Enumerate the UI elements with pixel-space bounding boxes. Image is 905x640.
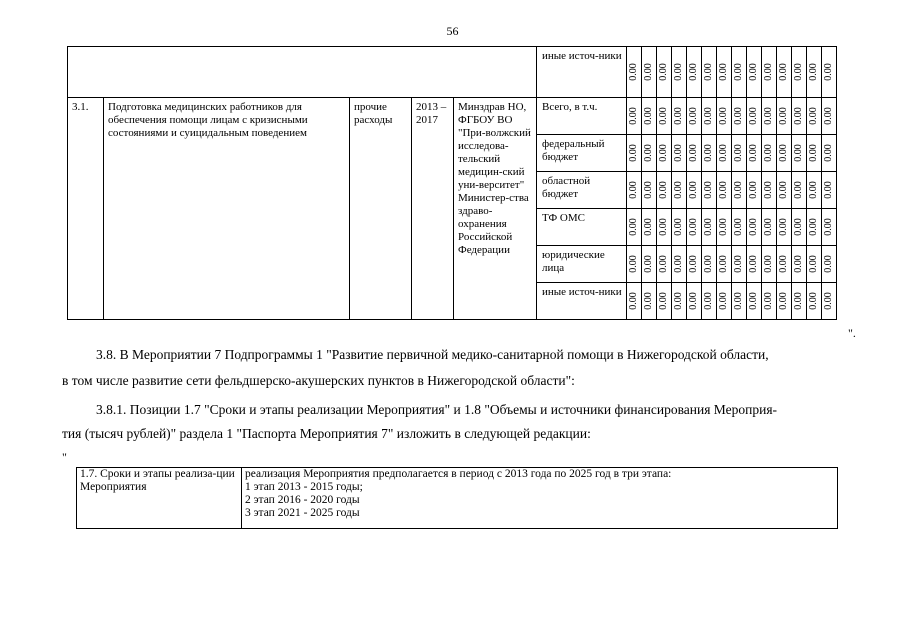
value-text: 0.00 — [808, 218, 819, 236]
value-text: 0.00 — [658, 181, 669, 199]
value-text: 0.00 — [808, 181, 819, 199]
value-text: 0.00 — [808, 255, 819, 273]
value-text: 0.00 — [628, 292, 639, 310]
value-text: 0.00 — [643, 144, 654, 162]
value-cell — [657, 98, 672, 135]
value-text: 0.00 — [628, 107, 639, 125]
value-cell — [717, 283, 732, 320]
value-cell — [642, 98, 657, 135]
value-cell — [702, 172, 717, 209]
value-text: 0.00 — [718, 181, 729, 199]
value-cell — [687, 135, 702, 172]
value-text: 0.00 — [823, 107, 834, 125]
value-cell — [672, 135, 687, 172]
value-cell — [762, 135, 777, 172]
value-text: 0.00 — [778, 144, 789, 162]
value-text: 0.00 — [733, 107, 744, 125]
value-text: 0.00 — [823, 181, 834, 199]
value-cell — [672, 172, 687, 209]
value-cell — [672, 283, 687, 320]
paragraph-3-8-1-line-1: 3.8.1. Позиции 1.7 "Сроки и этапы реализации Мероприятия" и 1.8 "Объемы и источники финансирования Мероприя- — [96, 402, 778, 417]
value-text: 0.00 — [718, 144, 729, 162]
item-period: 2013 – 2017 — [412, 98, 454, 320]
value-cell — [792, 172, 807, 209]
item-number: 3.1. — [68, 98, 104, 320]
value-text: 0.00 — [703, 181, 714, 199]
opening-quote: " — [62, 450, 67, 464]
value-cell — [762, 209, 777, 246]
value-cell — [822, 98, 837, 135]
value-text: 0.00 — [658, 218, 669, 236]
value-text: 0.00 — [718, 255, 729, 273]
value-text: 0.00 — [823, 292, 834, 310]
value-cell — [642, 172, 657, 209]
value-text: 0.00 — [763, 144, 774, 162]
value-cell — [657, 209, 672, 246]
value-text: 0.00 — [823, 144, 834, 162]
value-cell — [717, 209, 732, 246]
value-text: 0.00 — [688, 292, 699, 310]
value-cell — [657, 47, 672, 98]
value-text: 0.00 — [763, 181, 774, 199]
value-text: 0.00 — [778, 181, 789, 199]
value-cell — [672, 98, 687, 135]
value-cell — [807, 135, 822, 172]
value-text: 0.00 — [688, 144, 699, 162]
value-text: 0.00 — [793, 181, 804, 199]
paragraph-3-8-1-line-2: тия (тысяч рублей)" раздела 1 "Паспорта Мероприятия 7" изложить в следующей редакции: — [62, 426, 591, 441]
value-text: 0.00 — [628, 218, 639, 236]
closing-quote: ". — [848, 326, 856, 340]
value-cell — [822, 209, 837, 246]
value-text: 0.00 — [703, 218, 714, 236]
value-text: 0.00 — [658, 107, 669, 125]
value-text: 0.00 — [688, 107, 699, 125]
value-cell — [687, 246, 702, 283]
value-text: 0.00 — [688, 181, 699, 199]
value-text: 0.00 — [823, 255, 834, 273]
value-text: 0.00 — [643, 255, 654, 273]
value-text: 0.00 — [808, 107, 819, 125]
stages-label: 1.7. Сроки и этапы реализа-ции Мероприятия — [77, 468, 242, 529]
value-cell — [732, 98, 747, 135]
value-cell — [792, 283, 807, 320]
value-cell — [792, 135, 807, 172]
value-cell — [792, 47, 807, 98]
table-row — [68, 98, 837, 135]
value-text: 0.00 — [643, 107, 654, 125]
value-text: 0.00 — [778, 255, 789, 273]
value-cell — [807, 246, 822, 283]
stages-content — [242, 468, 838, 529]
value-text: 0.00 — [643, 218, 654, 236]
value-text: 0.00 — [658, 144, 669, 162]
item-expense-type: прочие расходы — [350, 98, 412, 320]
value-cell — [807, 47, 822, 98]
value-text: 0.00 — [748, 218, 759, 236]
value-cell — [792, 98, 807, 135]
value-cell — [702, 209, 717, 246]
paragraph-3-8-line-1: 3.8. В Мероприятии 7 Подпрограммы 1 "Развитие первичной медико-санитарной помощи в Нижегородской области, — [96, 347, 769, 362]
value-cell — [672, 47, 687, 98]
value-cell — [732, 246, 747, 283]
value-text: 0.00 — [748, 181, 759, 199]
source-cell: иные источ-ники — [537, 47, 627, 98]
source-cell: иные источ-ники — [537, 283, 627, 320]
stages-row — [77, 468, 838, 529]
value-cell — [777, 172, 792, 209]
value-cell — [732, 283, 747, 320]
value-text: 0.00 — [703, 107, 714, 125]
value-cell — [657, 172, 672, 209]
value-cell — [777, 246, 792, 283]
page-number: 56 — [446, 24, 459, 38]
value-text: 0.00 — [643, 63, 654, 81]
value-text: 0.00 — [703, 63, 714, 81]
value-text: 0.00 — [658, 255, 669, 273]
source-cell: областной бюджет — [537, 172, 627, 209]
value-cell — [777, 98, 792, 135]
value-text: 0.00 — [703, 144, 714, 162]
value-cell — [732, 172, 747, 209]
value-text: 0.00 — [733, 144, 744, 162]
blank-merged-cell — [68, 47, 537, 98]
value-cell — [777, 209, 792, 246]
value-cell — [717, 135, 732, 172]
paragraph-3-8-line-2: в том числе развитие сети фельдшерско-акушерских пунктов в Нижегородской области": — [62, 373, 575, 388]
value-cell — [747, 98, 762, 135]
value-cell — [822, 172, 837, 209]
value-text: 0.00 — [793, 292, 804, 310]
value-cell — [747, 209, 762, 246]
value-cell — [762, 246, 777, 283]
value-cell — [822, 47, 837, 98]
value-cell — [732, 209, 747, 246]
value-text: 0.00 — [733, 292, 744, 310]
value-cell — [657, 246, 672, 283]
value-cell — [627, 135, 642, 172]
value-text: 0.00 — [763, 292, 774, 310]
value-cell — [627, 246, 642, 283]
value-cell — [627, 283, 642, 320]
value-cell — [657, 135, 672, 172]
value-cell — [822, 246, 837, 283]
source-cell: ТФ ОМС — [537, 209, 627, 246]
value-text: 0.00 — [643, 292, 654, 310]
value-cell — [762, 98, 777, 135]
value-text: 0.00 — [628, 181, 639, 199]
value-text: 0.00 — [628, 63, 639, 81]
value-cell — [807, 98, 822, 135]
financing-table — [67, 46, 837, 320]
value-cell — [717, 98, 732, 135]
value-text: 0.00 — [778, 218, 789, 236]
stages-line: 1 этап 2013 - 2015 годы; — [245, 481, 363, 493]
value-cell — [762, 47, 777, 98]
value-cell — [732, 47, 747, 98]
value-cell — [822, 283, 837, 320]
value-text: 0.00 — [793, 255, 804, 273]
value-text: 0.00 — [733, 218, 744, 236]
value-cell — [717, 172, 732, 209]
value-text: 0.00 — [628, 255, 639, 273]
value-cell — [807, 209, 822, 246]
value-cell — [702, 135, 717, 172]
item-executor: Минздрав НО, ФГБОУ ВО "При-волжский исследова-тельский медицин-ский уни-верситет" Министер-ства здраво-охранения Российской Федерации — [454, 98, 537, 320]
value-text: 0.00 — [673, 181, 684, 199]
value-text: 0.00 — [673, 218, 684, 236]
value-cell — [747, 47, 762, 98]
table-row-continuation — [68, 47, 837, 98]
value-text: 0.00 — [748, 107, 759, 125]
value-text: 0.00 — [733, 181, 744, 199]
value-text: 0.00 — [808, 144, 819, 162]
value-cell — [762, 172, 777, 209]
value-cell — [702, 47, 717, 98]
value-text: 0.00 — [718, 218, 729, 236]
value-cell — [762, 283, 777, 320]
value-cell — [687, 47, 702, 98]
value-text: 0.00 — [763, 218, 774, 236]
value-text: 0.00 — [688, 63, 699, 81]
value-cell — [807, 172, 822, 209]
value-text: 0.00 — [643, 181, 654, 199]
value-cell — [747, 172, 762, 209]
value-cell — [687, 172, 702, 209]
value-text: 0.00 — [748, 255, 759, 273]
value-text: 0.00 — [673, 292, 684, 310]
stages-table — [76, 467, 838, 529]
value-text: 0.00 — [793, 63, 804, 81]
value-text: 0.00 — [823, 218, 834, 236]
value-cell — [822, 135, 837, 172]
value-cell — [657, 283, 672, 320]
value-cell — [702, 283, 717, 320]
value-cell — [717, 47, 732, 98]
value-text: 0.00 — [673, 255, 684, 273]
value-cell — [642, 209, 657, 246]
value-text: 0.00 — [793, 144, 804, 162]
stages-line: 3 этап 2021 - 2025 годы — [245, 507, 360, 519]
value-cell — [777, 135, 792, 172]
value-cell — [642, 246, 657, 283]
item-name: Подготовка медицинских работников для обеспечения помощи лицам с кризисными состояниями и суицидальным поведением — [104, 98, 350, 320]
value-text: 0.00 — [673, 63, 684, 81]
value-text: 0.00 — [808, 63, 819, 81]
value-text: 0.00 — [778, 107, 789, 125]
value-text: 0.00 — [673, 107, 684, 125]
value-text: 0.00 — [658, 63, 669, 81]
value-cell — [777, 283, 792, 320]
value-cell — [672, 246, 687, 283]
value-text: 0.00 — [718, 63, 729, 81]
value-text: 0.00 — [628, 144, 639, 162]
value-text: 0.00 — [733, 63, 744, 81]
value-cell — [627, 47, 642, 98]
value-text: 0.00 — [763, 63, 774, 81]
value-text: 0.00 — [718, 292, 729, 310]
value-text: 0.00 — [763, 255, 774, 273]
value-cell — [627, 98, 642, 135]
value-cell — [627, 172, 642, 209]
stages-line: реализация Мероприятия предполагается в период с 2013 года по 2025 год в три этапа: — [245, 468, 672, 480]
value-text: 0.00 — [808, 292, 819, 310]
value-text: 0.00 — [778, 292, 789, 310]
stages-line: 2 этап 2016 - 2020 годы — [245, 494, 360, 506]
value-cell — [747, 246, 762, 283]
value-text: 0.00 — [748, 292, 759, 310]
value-cell — [717, 246, 732, 283]
value-cell — [687, 98, 702, 135]
value-cell — [807, 283, 822, 320]
value-cell — [747, 135, 762, 172]
value-text: 0.00 — [688, 255, 699, 273]
value-cell — [672, 209, 687, 246]
value-text: 0.00 — [823, 63, 834, 81]
value-text: 0.00 — [718, 107, 729, 125]
value-text: 0.00 — [673, 144, 684, 162]
value-text: 0.00 — [763, 107, 774, 125]
value-cell — [732, 135, 747, 172]
value-cell — [702, 246, 717, 283]
value-cell — [792, 246, 807, 283]
value-text: 0.00 — [688, 218, 699, 236]
value-text: 0.00 — [748, 144, 759, 162]
source-cell: Всего, в т.ч. — [537, 98, 627, 135]
value-text: 0.00 — [748, 63, 759, 81]
value-cell — [642, 47, 657, 98]
value-cell — [687, 283, 702, 320]
value-text: 0.00 — [793, 218, 804, 236]
value-text: 0.00 — [778, 63, 789, 81]
value-text: 0.00 — [658, 292, 669, 310]
value-text: 0.00 — [733, 255, 744, 273]
value-cell — [627, 209, 642, 246]
value-cell — [642, 135, 657, 172]
value-text: 0.00 — [703, 255, 714, 273]
value-cell — [642, 283, 657, 320]
value-cell — [792, 209, 807, 246]
source-cell: юридические лица — [537, 246, 627, 283]
value-text: 0.00 — [793, 107, 804, 125]
value-cell — [777, 47, 792, 98]
value-cell — [702, 98, 717, 135]
value-cell — [747, 283, 762, 320]
source-cell: федеральный бюджет — [537, 135, 627, 172]
value-text: 0.00 — [703, 292, 714, 310]
value-cell — [687, 209, 702, 246]
